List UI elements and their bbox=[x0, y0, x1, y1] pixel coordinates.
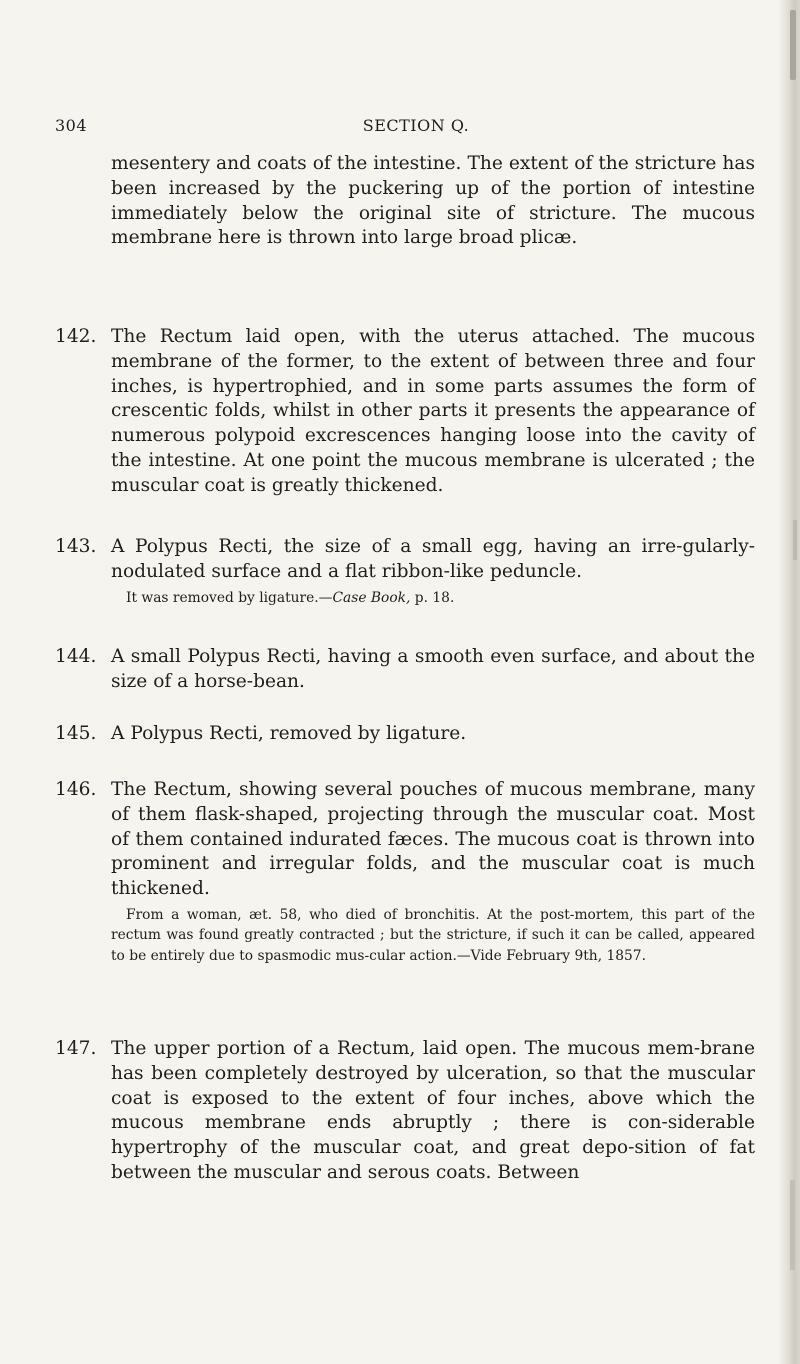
page-header bbox=[55, 116, 777, 140]
edge-mark bbox=[790, 1180, 795, 1270]
continuation-text: mesentery and coats of the intestine. The extent of the stricture has been increased by the puckering up of the portion of intestine immediately below the original site of stricture. The mucous membrane here is thrown into large broad plicæ. bbox=[111, 153, 755, 249]
edge-mark bbox=[793, 520, 797, 560]
entry-text: A Polypus Recti, removed by ligature. bbox=[111, 723, 467, 744]
page-edge-shadow bbox=[778, 0, 800, 1364]
entry-note: From a woman, æt. 58, who died of bronchitis. At the post-mortem, this part of the rectum was found greatly contracted ; but the stricture, if such it can be called, appeared to be entirely due to spasmodic mus-cular action.—Vide February 9th, 1857. bbox=[111, 906, 755, 964]
entry-number: 145. bbox=[55, 723, 97, 744]
note-suffix: p. 18. bbox=[410, 589, 455, 606]
entry-145 bbox=[55, 722, 755, 747]
entry-143 bbox=[55, 535, 755, 608]
entry-146 bbox=[55, 778, 755, 966]
note-italic: Case Book, bbox=[332, 589, 411, 606]
entry-number: 146. bbox=[55, 779, 97, 800]
entry-text: A Polypus Recti, the size of a small egg, having an irre-gularly-nodulated surface and a flat ribbon-like peduncle. bbox=[111, 536, 755, 582]
edge-mark bbox=[790, 10, 796, 80]
entry-text: A small Polypus Recti, having a smooth even surface, and about the size of a horse-bean. bbox=[111, 646, 755, 692]
note-prefix: It was removed by ligature.— bbox=[126, 589, 333, 606]
running-head: SECTION Q. bbox=[362, 116, 470, 135]
entry-text: The Rectum laid open, with the uterus attached. The mucous membrane of the former, to the extent of between three and four inches, is hypertrophied, and in some parts assumes the form of crescentic folds, whilst in other parts it presents the appearance of numerous polypoid excrescences hanging loose into the cavity of the intestine. At one point the mucous membrane is ulcerated ; the muscular coat is greatly thickened. bbox=[111, 326, 755, 496]
entry-number: 143. bbox=[55, 536, 97, 557]
entry-number: 147. bbox=[55, 1038, 97, 1059]
entry-number: 142. bbox=[55, 326, 97, 347]
continuation-paragraph bbox=[55, 152, 755, 251]
page-number: 304 bbox=[55, 116, 88, 135]
entry-142 bbox=[55, 325, 755, 499]
entry-text: The upper portion of a Rectum, laid open. The mucous mem-brane has been completely destroyed by ulceration, so that the muscular coat is exposed to the extent of four inches, above which the mucous membrane ends abruptly ; there is con-siderable hypertrophy of the muscular coat, and great depo-sition of fat between the muscular and serous coats. Between bbox=[111, 1038, 755, 1183]
entry-text: The Rectum, showing several pouches of mucous membrane, many of them flask-shaped, projecting through the muscular coat. Most of them contained indurated fæces. The mucous coat is thrown into prominent and irregular folds, and the muscular coat is much thickened. bbox=[111, 779, 755, 900]
entry-144 bbox=[55, 645, 755, 695]
entry-147 bbox=[55, 1037, 755, 1186]
entry-note bbox=[111, 588, 755, 609]
entry-number: 144. bbox=[55, 646, 97, 667]
